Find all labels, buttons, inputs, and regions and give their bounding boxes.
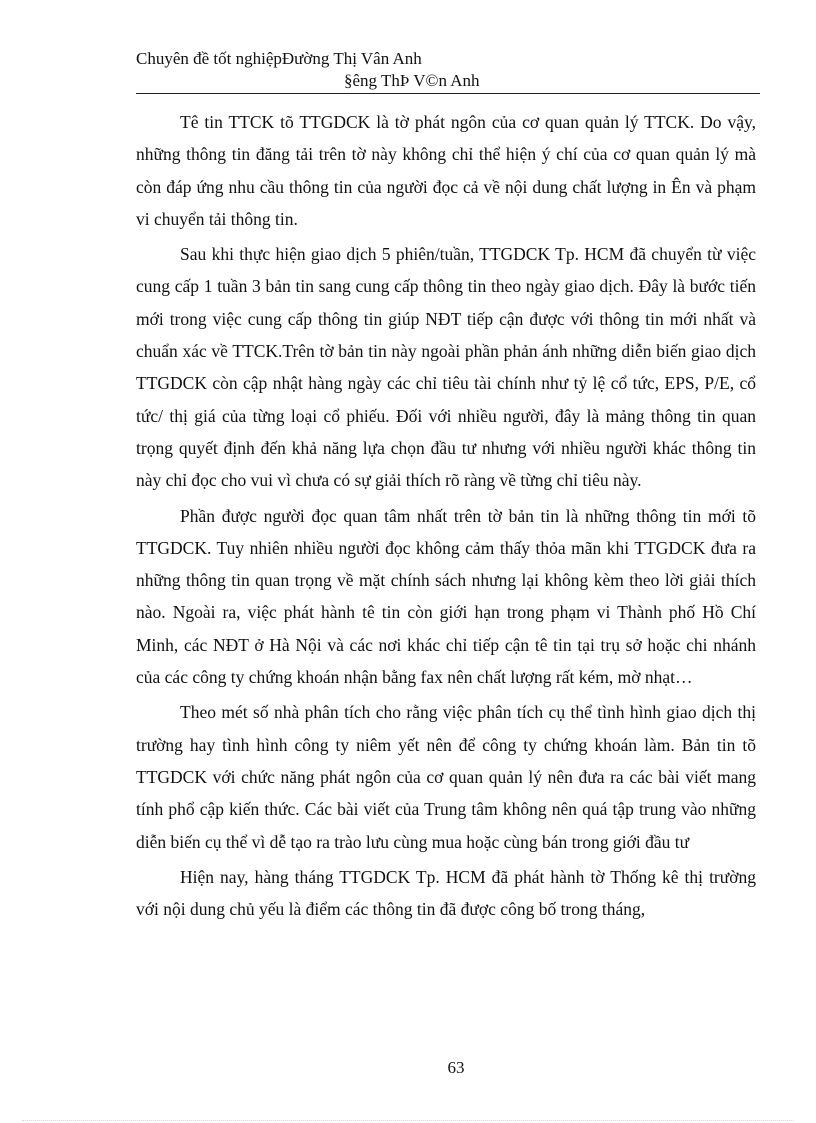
paragraph-5: Hiện nay, hàng tháng TTGDCK Tp. HCM đã phát hành tờ Thống kê thị trường với nội dung chủ yếu là điểm các thông tin đã được công bố trong tháng, [136, 866, 756, 920]
paragraph-1: Tê tin TTCK tõ TTGDCK là tờ phát ngôn của cơ quan quản lý TTCK. Do vậy, những thông tin đăng tải trên tờ này không chỉ thể hiện ý chí của cơ quan quản lý mà còn đáp ứng nhu cầu thông tin của người đọc cả về nội dung chất lượng in Ên và phạm vi chuyển tải thông tin. [136, 112, 756, 229]
paragraph-4: Theo mét số nhà phân tích cho rằng việc phân tích cụ thể tình hình giao dịch thị trường hay tình hình công ty niêm yết nên để công ty chứng khoán làm. Bản tin tõ TTGDCK với chức năng phát ngôn của cơ quan quản lý nên đưa ra các bài viết mang tính phổ cập kiến thức. Các bài viết của Trung tâm không nên quá tập trung vào những diễn biến cụ thể vì dễ tạo ra trào lưu cùng mua hoặc cùng bán trong giới đầu tư [136, 702, 756, 852]
body-text [136, 106, 756, 928]
running-header-garbled: §êng ThÞ V©n Anh [344, 71, 480, 90]
header-divider [136, 93, 760, 94]
paragraph-3: Phần được người đọc quan tâm nhất trên tờ bản tin là những thông tin mới tõ TTGDCK. Tuy nhiên nhiều người đọc không cảm thấy thỏa mãn khi TTGDCK đưa ra những thông tin quan trọng về mặt chính sách nhưng lại không kèm theo lời giải thích nào. Ngoài ra, việc phát hành tê tin còn giới hạn trong phạm vi Thành phố Hồ Chí Minh, các NĐT ở Hà Nội và các nơi khác chỉ tiếp cận tê tin tại trụ sở hoặc chi nhánh của các công ty chứng khoán nhận bằng fax nên chất lượng rất kém, mờ nhạt… [136, 505, 756, 688]
running-header: Chuyên đề tốt nghiệpĐường Thị Vân Anh [136, 49, 422, 68]
page-number: 63 [447, 1058, 465, 1077]
paragraph-2: Sau khi thực hiện giao dịch 5 phiên/tuần, TTGDCK Tp. HCM đã chuyển từ việc cung cấp 1 tuần 3 bản tin sang cung cấp thông tin theo ngày giao dịch. Đây là bước tiến mới trong việc cung cấp thông tin giúp NĐT tiếp cận được với thông tin mới nhất và chuẩn xác về TTCK.Trên tờ bản tin này ngoài phần phản ánh những diễn biến giao dịch TTGDCK còn cập nhật hàng ngày các chỉ tiêu tài chính như tỷ lệ cổ tức, EPS, P/E, cổ tức/ thị giá của từng loại cổ phiếu. Đối với nhiều người, đây là mảng thông tin quan trọng quyết định đến khả năng lựa chọn đầu tư nhưng với nhiều người khác thông tin này chỉ đọc cho vui vì chưa có sự giải thích rõ ràng về từng chỉ tiêu này. [136, 244, 756, 491]
page-bottom-border [22, 1120, 794, 1121]
